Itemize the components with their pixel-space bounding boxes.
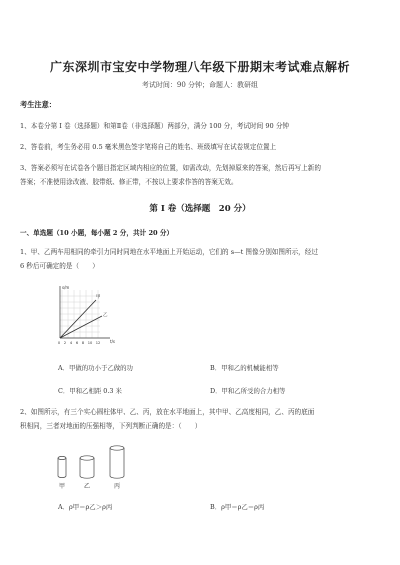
section-title: 第 I 卷（选择题 20 分） bbox=[149, 204, 251, 214]
st-graph bbox=[52, 282, 132, 348]
q1-option-d[interactable]: D．甲和乙所受的合力相等 bbox=[210, 387, 286, 395]
line-jia bbox=[60, 300, 96, 338]
cylinder-bing bbox=[110, 446, 124, 478]
line-label-jia: 甲 bbox=[96, 295, 101, 300]
q2-option-b[interactable]: B．ρ甲＝ρ乙＝ρ丙 bbox=[210, 503, 265, 511]
x-tick: 4 bbox=[69, 341, 73, 345]
cylinder-label-yi: 乙 bbox=[83, 483, 91, 490]
x-tick: 10 bbox=[87, 341, 93, 345]
q2-option-a[interactable]: A．ρ甲＝ρ乙＞ρ丙 bbox=[58, 503, 113, 511]
cylinder-jia bbox=[58, 456, 66, 477]
notice-item-2: 2、答卷前，考生务必用 0.5 毫米黑色签字笔将自己的姓名、班级填写在试卷规定位置上 bbox=[20, 143, 277, 151]
page-title: 广东深圳市宝安中学物理八年级下册期末考试难点解析 bbox=[49, 60, 350, 74]
part-heading: 一、单选题（10 小题，每小题 2 分，共计 20 分） bbox=[20, 229, 174, 237]
line-label-yi: 乙 bbox=[103, 313, 108, 318]
question-1-line-2: 6 秒后可确定的是（ ） bbox=[20, 262, 99, 270]
cylinder-yi bbox=[80, 456, 94, 478]
notice-item-1: 1、本卷分第 I 卷（选择题）和第Ⅱ卷（非选择题）两部分，满分 100 分，考试时间 90 分钟 bbox=[20, 122, 290, 130]
x-tick: 2 bbox=[63, 341, 67, 345]
cylinders-figure bbox=[50, 442, 140, 492]
q1-option-a[interactable]: A．甲做的功小于乙做的功 bbox=[58, 364, 133, 372]
exam-info: 考试时间：90 分钟；命题人：教研组 bbox=[141, 81, 259, 89]
x-tick: 0 bbox=[57, 341, 61, 345]
cylinder-label-bing: 丙 bbox=[113, 483, 121, 490]
x-tick: 6 bbox=[75, 341, 79, 345]
y-axis-label: s/m bbox=[62, 285, 70, 290]
q1-option-b[interactable]: B．甲和乙的机械能相等 bbox=[210, 364, 279, 372]
x-axis-label: t/s bbox=[110, 339, 115, 344]
question-2-line-2: 积相同，三者对地面的压强相等，下列判断正确的是：（ ） bbox=[20, 422, 202, 430]
line-yi bbox=[60, 316, 102, 338]
question-2-line-1: 2、如图所示，有三个实心圆柱体甲、乙、丙，放在水平地面上，其中甲、乙高度相同，乙、丙的底面 bbox=[20, 408, 315, 416]
cylinder-label-jia: 甲 bbox=[58, 483, 66, 490]
notice-heading: 考生注意： bbox=[20, 100, 56, 109]
question-1-line-1: 1、甲、乙两车用相同的牵引力同时同地在水平地面上开始运动，它们的 s—t 图像分别如图所示，经过 bbox=[20, 248, 318, 256]
x-tick: 8 bbox=[81, 341, 85, 345]
x-tick: 12 bbox=[95, 341, 101, 345]
q1-option-c[interactable]: C．甲和乙相距 0.3 米 bbox=[58, 387, 122, 395]
notice-item-3-cont: 答案；不准使用涂改液、胶带纸、修正带，不按以上要求作答的答案无效。 bbox=[20, 178, 238, 186]
notice-item-3: 3、答案必须写在试卷各个题目指定区域内相应的位置，如需改动，先划掉原来的答案，然后再写上新的 bbox=[20, 164, 321, 172]
